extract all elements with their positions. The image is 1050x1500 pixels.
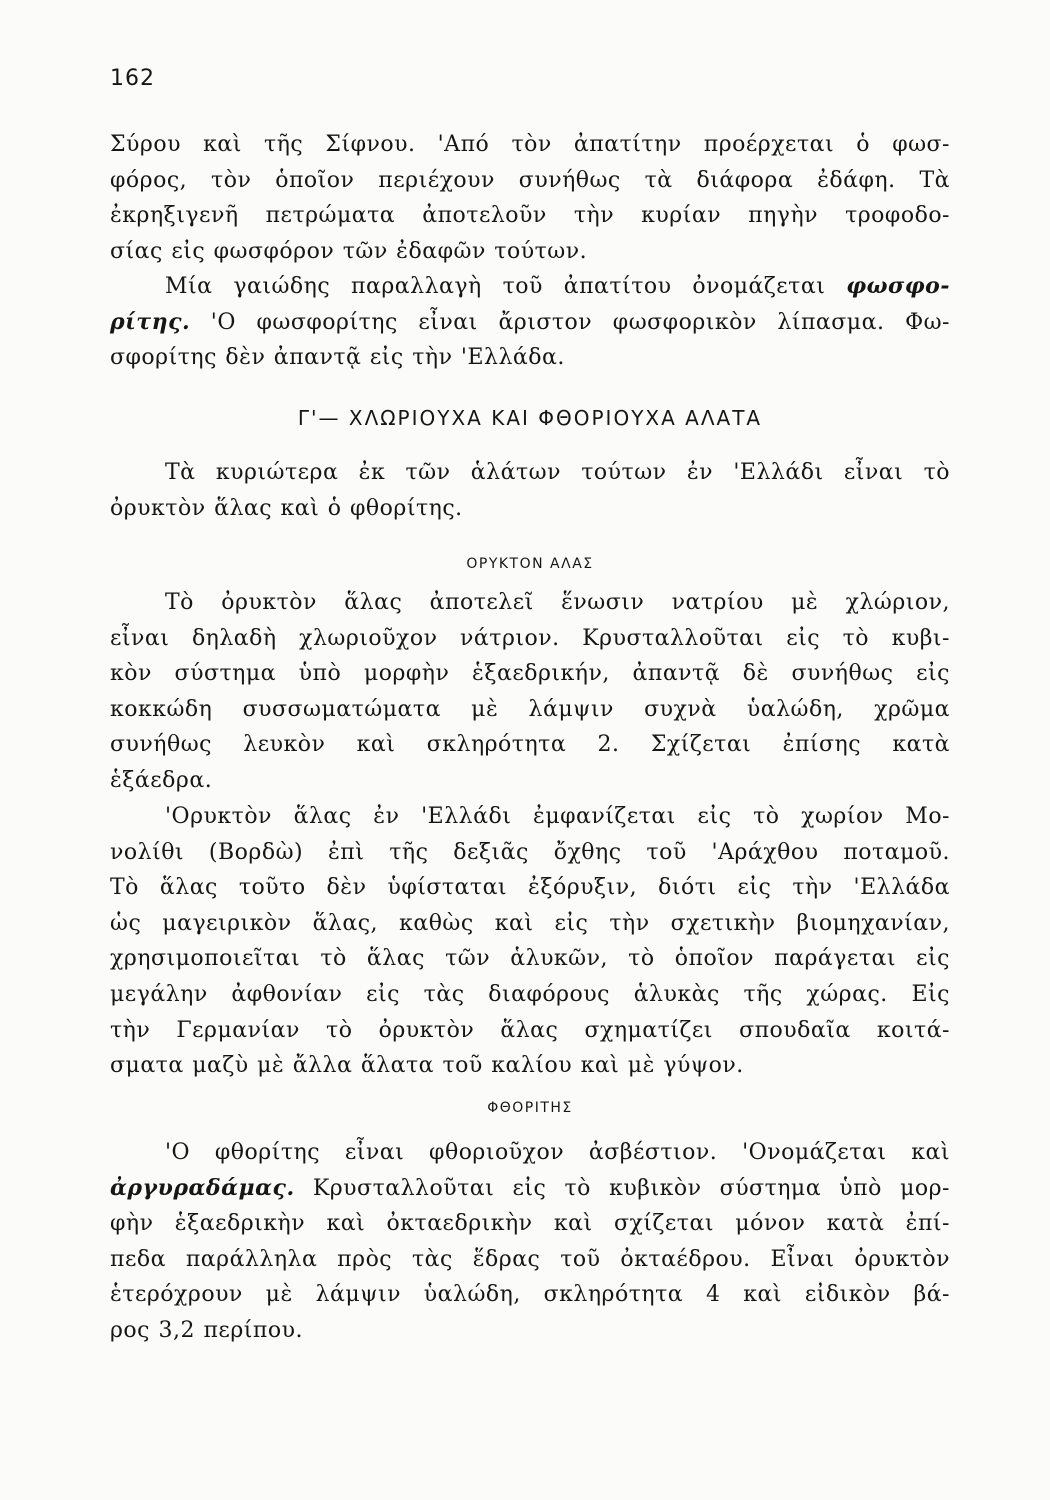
book-page	[110, 0, 950, 1500]
term-phosphorite-end: ρίτης.	[110, 308, 191, 335]
paragraph-rock-salt	[110, 585, 950, 799]
text-line: ὀρυκτὸν ἅλας καὶ ὁ φθορίτης.	[110, 495, 463, 521]
text-line: ἑτερόχρουν μὲ λάμψιν ὑαλώδη, σκληρότητα 4 καὶ εἰδικὸν βά-	[110, 1282, 950, 1308]
page-number: 162	[110, 66, 155, 91]
text-line: χρησιμοποιεῖται τὸ ἅλας τῶν ἁλυκῶν, τὸ ὁποῖον παράγεται εἰς	[110, 946, 950, 972]
subheading-fluorite: ΦΘΟΡΙΤΗΣ	[487, 1100, 573, 1116]
text-line: πεδα παράλληλα πρὸς τὰς ἕδρας τοῦ ὀκταέδρου. Εἶναι ὀρυκτὸν	[110, 1246, 950, 1272]
text-line: νολίθι (Βορδὼ) ἐπὶ τῆς δεξιᾶς ὄχθης τοῦ 'Αράχθου ποταμοῦ.	[110, 839, 950, 865]
text-line	[110, 305, 950, 341]
text-line: Τὰ κυριώτερα ἐκ τῶν ἁλάτων τούτων ἐν 'Ελλάδι εἶναι τὸ	[165, 460, 950, 485]
text-line: 'Ορυκτὸν ἅλας ἐν 'Ελλάδι ἐμφανίζεται εἰς τὸ χωρίον Μο-	[165, 804, 950, 829]
paragraph-intro	[110, 127, 950, 269]
term-fluorite: ἀργυραδάμας.	[110, 1174, 295, 1201]
paragraph-salts	[110, 455, 950, 526]
text-line	[110, 1171, 950, 1207]
text-line: 'Ο φθορίτης εἶναι φθοριοῦχον ἀσβέστιον. 'Ονομάζεται καὶ	[165, 1140, 950, 1165]
text-line: Σύρου καὶ τῆς Σίφνου. 'Από τὸν ἀπατίτην προέρχεται ὁ φωσ-	[110, 132, 950, 157]
subheading-rock-salt: ΟΡΥΚΤΟΝ ΑΛΑΣ	[466, 556, 594, 572]
text-line: εἶναι δηλαδὴ χλωριοῦχον νάτριον. Κρυσταλλοῦται εἰς τὸ κυβι-	[110, 625, 950, 651]
text-run: Μία γαιώδης παραλλαγὴ τοῦ ἀπατίτου ὀνομάζεται	[165, 274, 826, 299]
text-run: 'Ο φωσφορίτης εἶναι ἄριστον φωσφορικὸν λίπασμα. Φω-	[210, 309, 950, 335]
text-line: ρος 3,2 περίπου.	[110, 1317, 303, 1343]
text-line: ἐκρηξιγενῆ πετρώματα ἀποτελοῦν τὴν κυρίαν πηγὴν τροφοδο-	[110, 203, 950, 229]
text-line: σίας εἰς φωσφόρον τῶν ἐδαφῶν τούτων.	[110, 238, 588, 264]
paragraph-fluorite	[110, 1135, 950, 1349]
term-phosphorite: φωσφο-	[846, 273, 950, 299]
text-line: Τὸ ὀρυκτὸν ἅλας ἀποτελεῖ ἕνωσιν νατρίου μὲ χλώριον,	[165, 590, 950, 615]
text-line: ἑξάεδρα.	[110, 767, 213, 793]
paragraph-phosphorite	[110, 269, 950, 376]
text-line: τὴν Γερμανίαν τὸ ὀρυκτὸν ἅλας σχηματίζει σπουδαῖα κοιτά-	[110, 1017, 950, 1043]
text-line: φὴν ἑξαεδρικὴν καὶ ὀκταεδρικὴν καὶ σχίζεται μόνον κατὰ ἐπί-	[110, 1211, 950, 1237]
text-line: σματα μαζὺ μὲ ἄλλα ἅλατα τοῦ καλίου καὶ μὲ γύψον.	[110, 1053, 744, 1079]
text-line	[110, 269, 950, 305]
text-line: μεγάλην ἀφθονίαν εἰς τὰς διαφόρους ἁλυκὰς τῆς χώρας. Εἰς	[110, 981, 950, 1007]
text-line: κὸν σύστημα ὑπὸ μορφὴν ἑξαεδρικήν, ἀπαντᾷ δὲ συνήθως εἰς	[110, 661, 950, 687]
text-line: Τὸ ἅλας τοῦτο δὲν ὑφίσταται ἐξόρυξιν, διότι εἰς τὴν 'Ελλάδα	[110, 875, 950, 901]
text-run: Κρυσταλλοῦται εἰς τὸ κυβικὸν σύστημα ὑπὸ μορ-	[312, 1175, 950, 1201]
text-line: συνήθως λευκὸν καὶ σκληρότητα 2. Σχίζεται ἐπίσης κατὰ	[110, 732, 950, 758]
paragraph-rock-salt-greece	[110, 799, 950, 1084]
text-line: κοκκώδη συσσωματώματα μὲ λάμψιν συχνὰ ὑαλώδη, χρῶμα	[110, 696, 950, 722]
section-heading: Γ'— ΧΛΩΡΙΟΥΧΑ ΚΑΙ ΦΘΟΡΙΟΥΧΑ ΑΛΑΤΑ	[297, 406, 763, 430]
text-line: σφορίτης δὲν ἀπαντᾷ εἰς τὴν 'Ελλάδα.	[110, 345, 565, 371]
text-line: φόρος, τὸν ὁποῖον περιέχουν συνήθως τὰ διάφορα ἐδάφη. Τὰ	[110, 167, 950, 193]
text-line: ὡς μαγειρικὸν ἅλας, καθὼς καὶ εἰς τὴν σχετικὴν βιομηχανίαν,	[110, 910, 950, 936]
